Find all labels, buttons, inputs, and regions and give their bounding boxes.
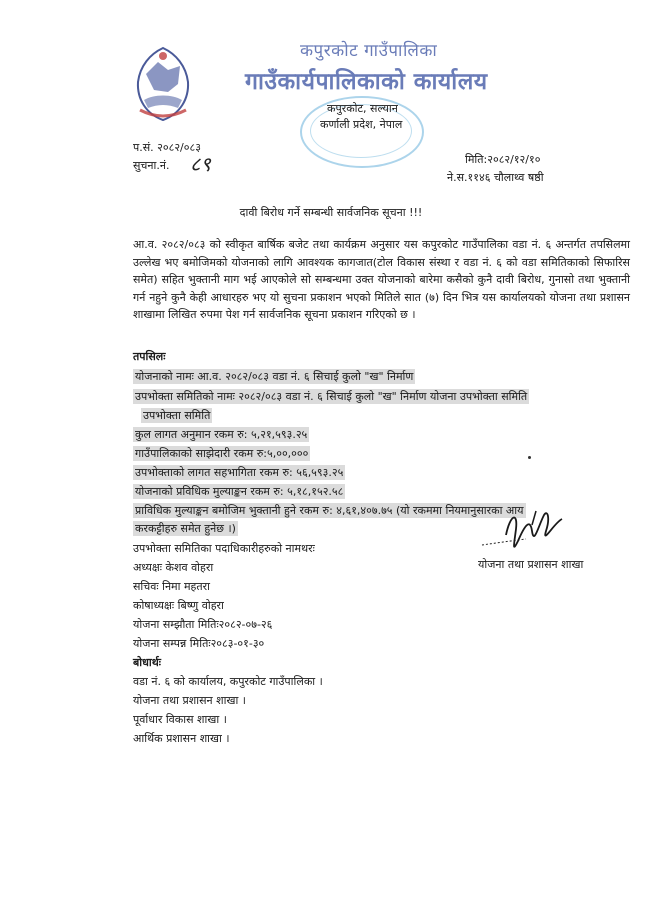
cc-item: वडा नं. ६ को कार्यालय, कपुरकोट गाउँपालिका । [133,675,323,688]
user-share [133,465,345,480]
ink-dot [528,456,531,459]
cc-heading: बोधार्थः [133,656,161,669]
officials-heading: उपभोक्ता समितिका पदाधिकारीहरुको नामथरः [133,542,315,555]
project-name-text: योजनाको नामः आ.व. २०८२/०८३ वडा नं. ६ सिचाई कुलो "ख" निर्माण [135,370,414,383]
details-heading: तपसिलः [133,350,166,363]
cc-item: योजना तथा प्रशासन शाखा । [133,694,246,707]
cc-item: पूर्वाधार विकास शाखा । [133,713,227,726]
cc-item: आर्थिक प्रशासन शाखा । [133,732,230,745]
completion-date: योजना सम्पन्न मितिः२०८३-०१-३० [133,637,265,650]
signature-label: योजना तथा प्रशासन शाखा [478,558,584,571]
official-secretary: सचिवः निमा महतरा [133,580,211,593]
office-address: कपुरकोट, सल्यान [327,102,398,115]
notice-title: दावी बिरोध गर्ने सम्बन्धी सार्वजनिक सूचना !!! [239,206,423,219]
office-title: गाउँकार्यपालिकाको कार्यालय [245,69,488,95]
notice-date: मिति:२०८२/१२/१० [465,153,541,166]
municipality-share [133,446,310,461]
official-chair: अध्यक्षः केशव वोहरा [133,561,214,574]
nepal-emblem-icon [128,44,198,124]
payable-amount-line1-text: प्राविधिक मुल्याङ्कन बमोजिम भुक्तानी हुने रकम रु: ४,६१,४०७.७५ (यो रकममा नियमानुसारका आय [135,504,524,517]
user-share-text: उपभोक्ताको लागत सहभागिता रकम रु: ५६,५९३.२५ [135,466,344,479]
official-treasurer: कोषाध्यक्षः बिष्णु वोहरा [133,599,224,612]
total-cost [133,427,309,442]
committee-short-text: उपभोक्ता समिति [143,409,211,422]
payable-amount-line2-text: करकट्टीहरु समेत हुनेछ ।) [135,522,236,535]
committee-name-text: उपभोक्ता समितिको नामः २०८२/०८३ वडा नं. ६ सिचाई कुलो "ख" निर्माण योजना उपभोक्ता समिति [135,390,528,403]
technical-evaluation [133,484,345,499]
agreement-date: योजना सम्झौता मितिः२०८२-०७-२६ [133,618,273,631]
municipality-share-text: गाउँपालिकाको साझेदारी रकम रु:५,००,००० [135,447,309,460]
fiscal-year: प.सं. २०८२/०८३ [133,141,201,154]
committee-short [141,408,212,423]
project-name [133,369,415,384]
technical-evaluation-text: योजनाको प्रविधिक मुल्याङ्कन रकम रु: ५,१८,१५२.५८ [135,485,344,498]
committee-name [133,389,529,404]
office-name: कपुरकोट गाउँपालिका [300,41,438,61]
office-province: कर्णाली प्रदेश, नेपाल [320,118,403,131]
nepal-samvat-date: ने.स.११४६ चौलाथ्व षष्ठी [447,171,544,184]
notice-number-label: सुचना.नं. [133,159,170,172]
total-cost-text: कुल लागत अनुमान रकम रु: ५,२१,५९३.२५ [135,428,308,441]
payable-amount-line2 [133,521,238,536]
handwritten-signature [476,505,566,557]
notice-body: आ.व. २०८२/०८३ को स्वीकृत बार्षिक बजेट तथा कार्यक्रम अनुसार यस कपुरकोट गाउँपालिका वडा नं. ६ अन्तर्गत तपसिलमा उल्लेख भए बमोजिमको योजनाको लागि आवश्यक कागजात(टोल विकास संस्था र वडा नं. ६ को वडा समितिकाको सिफारिस समेत) सहित भुक्तानी माग भई आएकोले सो सम्बन्धमा उक्त योजनाको बारेमा कसैको कुनै दावी बिरोध, गुनासो तथा भुक्तानी गर्न नहुने कुनै केही आधारहरु भए यो सुचना प्रकाशन भएको मितिले सात (७) दिन भित्र यस कार्यालयको योजना तथा प्रशासन शाखामा लिखित रुपमा पेश गर्न सार्वजनिक सूचना प्रकाशन गरिएको छ । [133,238,630,321]
notice-number-value: ८९ [190,152,211,176]
payable-amount-line1 [133,503,526,518]
